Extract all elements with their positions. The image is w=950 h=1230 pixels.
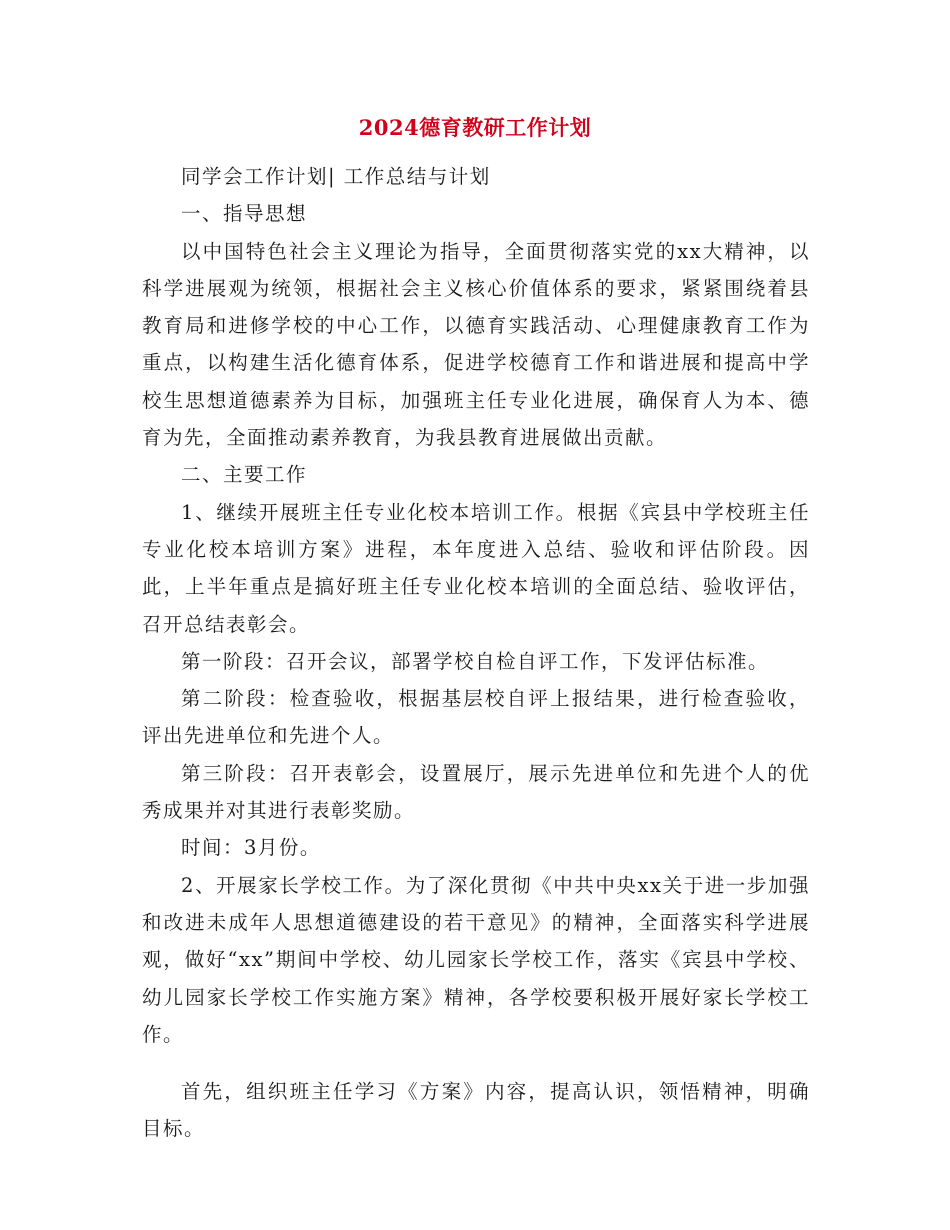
document-body <box>142 158 810 1148</box>
subtitle-line: 同学会工作计划| 工作总结与计划 <box>181 165 491 188</box>
paragraph-stage-1: 第一阶段：召开会议，部署学校自检自评工作，下发评估标准。 <box>181 649 770 673</box>
paragraph-time: 时间：3月份。 <box>181 836 321 860</box>
section-heading-main-work: 二、主要工作 <box>181 463 308 487</box>
paragraph-item-1: 1、继续开展班主任专业化校本培训工作。根据《宾县中学校班主任专业化校本培训方案》进程，本年度进入总结、验收和评估阶段。因此，上半年重点是搞好班主任专业化校本培训的全面总结、验收评估，召开总结表彰会。 <box>142 500 810 636</box>
document-title: 2024德育教研工作计划 <box>358 115 592 140</box>
paragraph-item-2: 2、开展家长学校工作。为了深化贯彻《中共中央xx关于进一步加强和改进未成年人思想道德建设的若干意见》的精神，全面落实科学进展观，做好“xx”期间中学校、幼儿园家长学校工作，落实《宾县中学校、幼儿园家长学校工作实施方案》精神，各学校要积极开展好家长学校工作。 <box>142 873 810 1046</box>
paragraph-guiding-thought: 以中国特色社会主义理论为指导，全面贯彻落实党的xx大精神，以科学进展观为统领，根据社会主义核心价值体系的要求，紧紧围绕着县教育局和进修学校的中心工作，以德育实践活动、心理健康教育工作为重点，以构建生活化德育体系，促进学校德育工作和谐进展和提高中学校生思想道德素养为目标，加强班主任专业化进展，确保育人为本、德育为先，全面推动素养教育，为我县教育进展做出贡献。 <box>142 239 810 450</box>
section-heading-guiding-thought: 一、指导思想 <box>181 202 308 226</box>
paragraph-stage-3: 第三阶段：召开表彰会，设置展厅，展示先进单位和先进个人的优秀成果并对其进行表彰奖励。 <box>142 761 810 823</box>
paragraph-stage-2: 第二阶段：检查验收，根据基层校自评上报结果，进行检查验收，评出先进单位和先进个人。 <box>142 687 810 748</box>
paragraph-first-step: 首先，组织班主任学习《方案》内容，提高认识，领悟精神，明确目标。 <box>142 1080 810 1141</box>
